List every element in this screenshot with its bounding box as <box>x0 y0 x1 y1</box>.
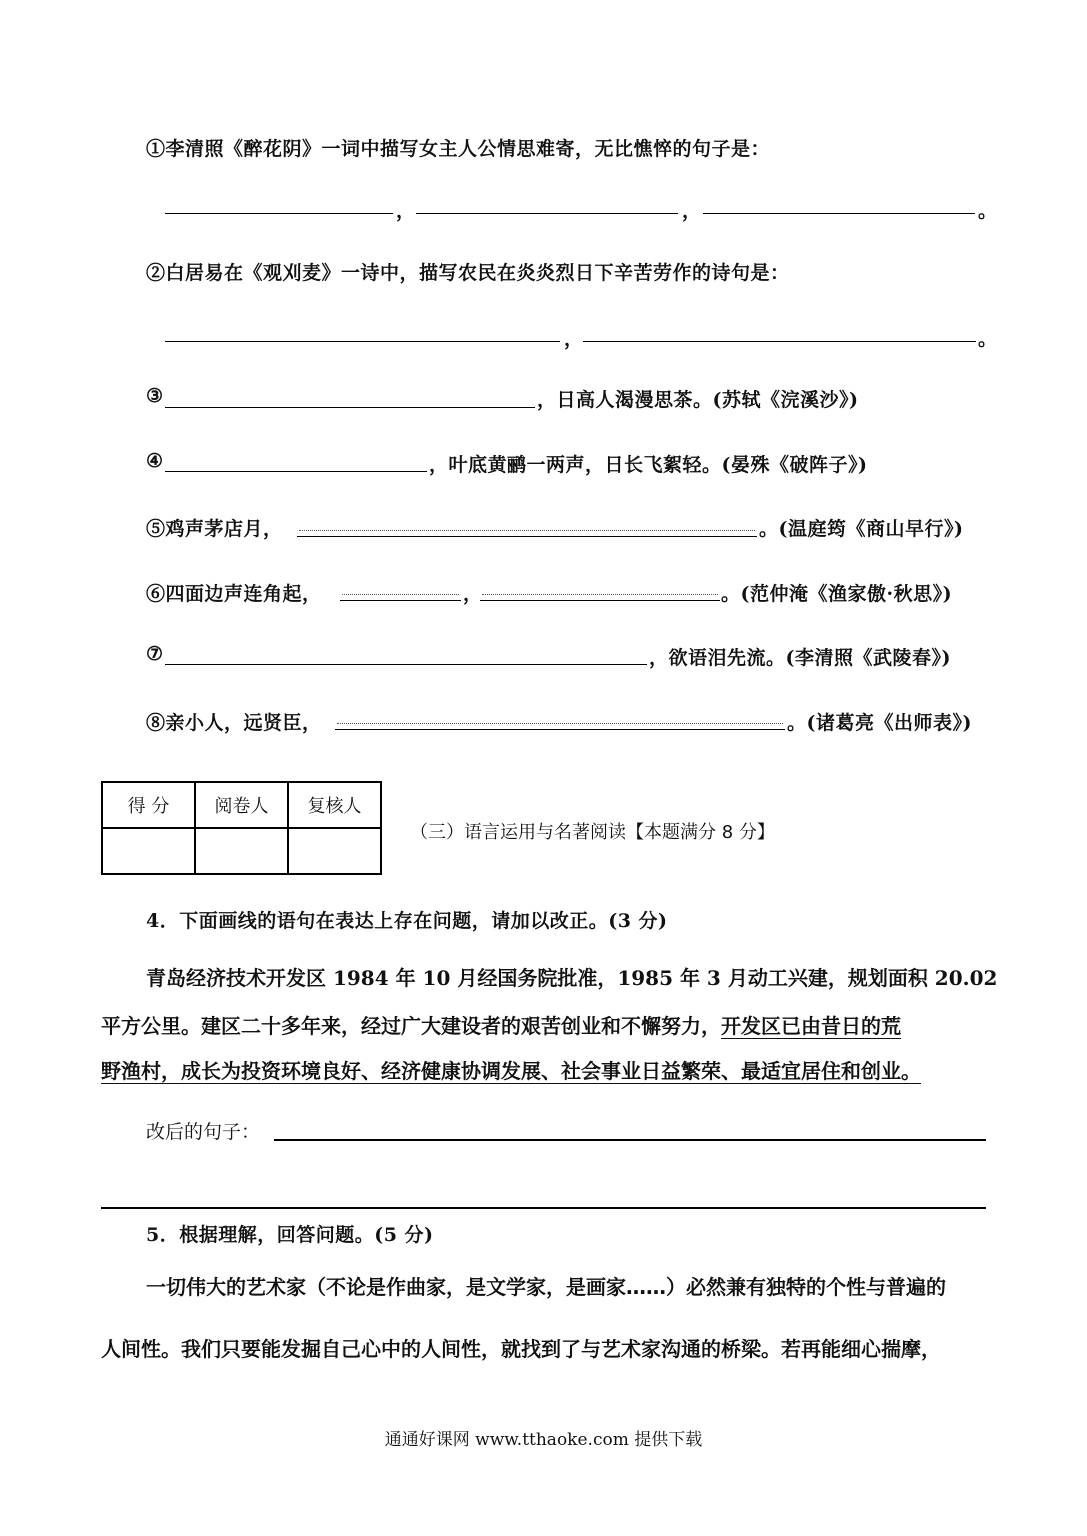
q4-underlined-part1: 开发区已由昔日的荒 <box>721 1014 901 1038</box>
item2-period: 。 <box>978 328 998 350</box>
item6-tail: 。(范仲淹《渔家傲·秋思》) <box>721 583 953 605</box>
item3-tail: ，日高人渴漫思茶。(苏轼《浣溪沙》) <box>537 389 859 411</box>
item7-tail: ，欲语泪先流。(李清照《武陵春》) <box>649 647 951 669</box>
grader-cell[interactable] <box>195 828 288 874</box>
q4-answer-blank-2[interactable] <box>101 1207 986 1209</box>
q5-text-line1: 一切伟大的艺术家（不论是作曲家，是文学家，是画家……）必然兼有独特的个性与普遍的 <box>146 1275 946 1299</box>
q4-answer-blank-1[interactable] <box>274 1139 986 1141</box>
item4-number: ④ <box>146 450 164 472</box>
item2-comma: ， <box>564 328 584 350</box>
reviewer-cell[interactable] <box>288 828 381 874</box>
grader-header: 阅卷人 <box>195 782 288 828</box>
item2-blank-2[interactable] <box>583 341 976 342</box>
q4-underlined-part2: 野渔村，成长为投资环境良好、经济健康协调发展、社会事业日益繁荣、最适宜居住和创业。 <box>101 1059 921 1083</box>
q4-text-line2 <box>101 1010 901 1039</box>
item8-blank[interactable] <box>335 729 785 730</box>
item6-head: ⑥四面边声连角起， <box>146 583 322 605</box>
item5-blank[interactable] <box>297 536 757 537</box>
item4-blank[interactable] <box>165 471 427 472</box>
item1-blank-3[interactable] <box>703 213 975 214</box>
item1-comma-1: ， <box>396 200 416 222</box>
q4-answer-label: 改后的句子： <box>146 1121 261 1143</box>
item1-blank-2[interactable] <box>416 213 678 214</box>
item1-comma-2: ， <box>682 200 702 222</box>
item6-blank-2[interactable] <box>480 600 720 601</box>
q5-text-line2: 人间性。我们只要能发掘自己心中的人间性，就找到了与艺术家沟通的桥梁。若再能细心揣摩， <box>101 1337 941 1361</box>
item7-number: ⑦ <box>146 643 164 665</box>
item6-blank-1[interactable] <box>340 600 461 601</box>
score-cell[interactable] <box>102 828 195 874</box>
item6-dots-1 <box>342 594 459 595</box>
item8-head: ⑧亲小人，远贤臣， <box>146 712 322 734</box>
item5-dots <box>299 530 755 531</box>
score-header: 得 分 <box>102 782 195 828</box>
item2-prompt: ②白居易在《观刈麦》一诗中，描写农民在炎炎烈日下辛苦劳作的诗句是： <box>146 262 790 284</box>
item8-dots <box>337 723 783 724</box>
item6-dots-2 <box>482 594 718 595</box>
section3-title: （三）语言运用与名著阅读【本题满分 8 分】 <box>410 822 775 843</box>
item5-head: ⑤鸡声茅店月， <box>146 518 283 540</box>
q5-title: 5．根据理解，回答问题。(5 分) <box>146 1224 434 1246</box>
item1-period: 。 <box>978 200 998 222</box>
page-footer: 通通好课网 www.tthaoke.com 提供下载 <box>384 1430 703 1450</box>
score-table <box>101 781 382 875</box>
q4-title: 4．下面画线的语句在表达上存在问题，请加以改正。(3 分) <box>146 910 668 932</box>
q4-text-plain: 平方公里。建区二十多年来，经过广大建设者的艰苦创业和不懈努力， <box>101 1014 721 1038</box>
item4-tail: ，叶底黄鹂一两声，日长飞絮轻。(晏殊《破阵子》) <box>429 454 868 476</box>
q4-text-line1: 青岛经济技术开发区 1984 年 10 月经国务院批准，1985 年 3 月动工兴建，规划面积 20.02 <box>146 966 998 990</box>
item3-blank[interactable] <box>165 407 535 408</box>
item7-blank[interactable] <box>165 664 647 665</box>
item8-tail: 。(诸葛亮《出师表》) <box>787 712 972 734</box>
reviewer-header: 复核人 <box>288 782 381 828</box>
item3-number: ③ <box>146 385 164 407</box>
item5-tail: 。(温庭筠《商山早行》) <box>759 518 964 540</box>
item6-comma: ， <box>463 583 483 605</box>
item2-blank-1[interactable] <box>165 341 560 342</box>
item1-prompt: ①李清照《醉花阴》一词中描写女主人公情思难寄，无比憔悴的句子是： <box>146 138 771 160</box>
item1-blank-1[interactable] <box>165 213 393 214</box>
